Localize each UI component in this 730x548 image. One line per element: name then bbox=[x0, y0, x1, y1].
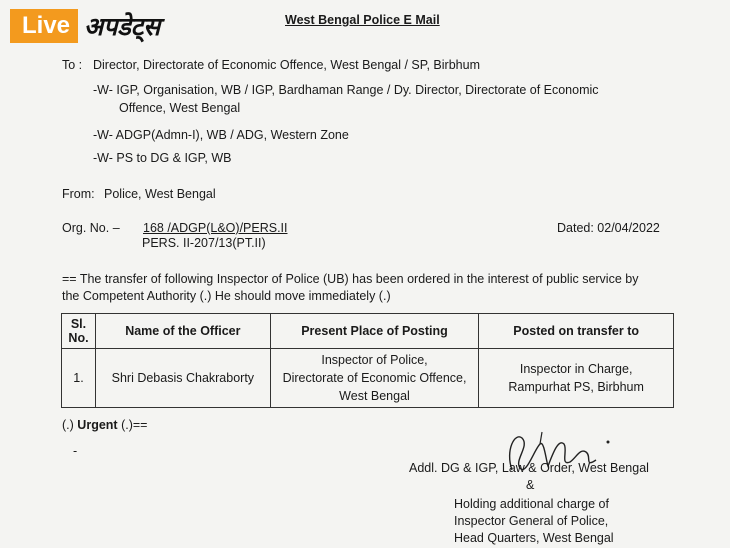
to-line-1: Director, Directorate of Economic Offence, West Bengal / SP, Birbhum bbox=[93, 58, 480, 72]
transfer-table bbox=[61, 313, 674, 408]
handwritten-signature bbox=[500, 430, 620, 490]
body-line-1: == The transfer of following Inspector of Police (UB) has been ordered in the interest of public service by bbox=[62, 272, 639, 286]
header-officer-name: Name of the Officer bbox=[95, 314, 270, 349]
table-header-row bbox=[62, 314, 674, 349]
document-title: West Bengal Police E Mail bbox=[285, 13, 440, 27]
org-label: Org. No. – bbox=[62, 221, 120, 235]
to-w-line-3: -W- PS to DG & IGP, WB bbox=[93, 151, 232, 165]
from-label: From: bbox=[62, 187, 95, 201]
org-number-1: 168 /ADGP(L&O)/PERS.II bbox=[143, 221, 288, 235]
signature-line-2: & bbox=[526, 478, 535, 492]
org-number-2: PERS. II-207/13(PT.II) bbox=[142, 236, 266, 250]
to-w-line-2: -W- ADGP(Admn-I), WB / ADG, Western Zone bbox=[93, 128, 349, 142]
live-updates-badge bbox=[10, 8, 160, 44]
cell-sl-no: 1. bbox=[62, 349, 96, 408]
header-present-posting: Present Place of Posting bbox=[270, 314, 479, 349]
stray-dash: - bbox=[73, 444, 78, 458]
to-w-line-1a: -W- IGP, Organisation, WB / IGP, Bardhaman Range / Dy. Director, Directorate of Economic bbox=[93, 83, 599, 97]
cell-officer-name: Shri Debasis Chakraborty bbox=[95, 349, 270, 408]
to-label: To : bbox=[62, 58, 83, 72]
to-w-line-1b: Offence, West Bengal bbox=[119, 101, 241, 115]
posted-transfer-line-1: Inspector in Charge, bbox=[519, 362, 633, 377]
present-posting-line-3: West Bengal bbox=[339, 389, 410, 404]
present-posting-line-1: Inspector of Police, bbox=[321, 353, 428, 367]
urgent-word: Urgent bbox=[77, 418, 118, 432]
badge-hindi-label: अपडेट्स bbox=[84, 12, 161, 41]
posted-transfer-line-2: Rampurhat PS, Birbhum bbox=[508, 380, 644, 395]
cell-present-posting bbox=[270, 349, 479, 408]
urgent-line bbox=[62, 418, 147, 432]
signature-line-4: Inspector General of Police, bbox=[454, 514, 609, 528]
present-posting-line-2: Directorate of Economic Offence, bbox=[282, 371, 467, 386]
dated: Dated: 02/04/2022 bbox=[557, 221, 660, 235]
cell-posted-transfer bbox=[479, 349, 674, 408]
body-line-2: the Competent Authority (.) He should move immediately (.) bbox=[62, 289, 391, 303]
table-row bbox=[62, 349, 674, 408]
signature-line-5: Head Quarters, West Bengal bbox=[454, 531, 614, 545]
urgent-suffix: (.)== bbox=[121, 418, 148, 432]
badge-live-label: Live bbox=[10, 9, 78, 43]
header-sl-no: Sl. No. bbox=[62, 314, 96, 349]
from-value: Police, West Bengal bbox=[104, 187, 216, 201]
signature-line-1: Addl. DG & IGP, Law & Order, West Bengal bbox=[409, 461, 649, 475]
signature-line-3: Holding additional charge of bbox=[454, 497, 609, 511]
header-posted-transfer: Posted on transfer to bbox=[479, 314, 674, 349]
urgent-prefix: (.) bbox=[62, 418, 74, 432]
